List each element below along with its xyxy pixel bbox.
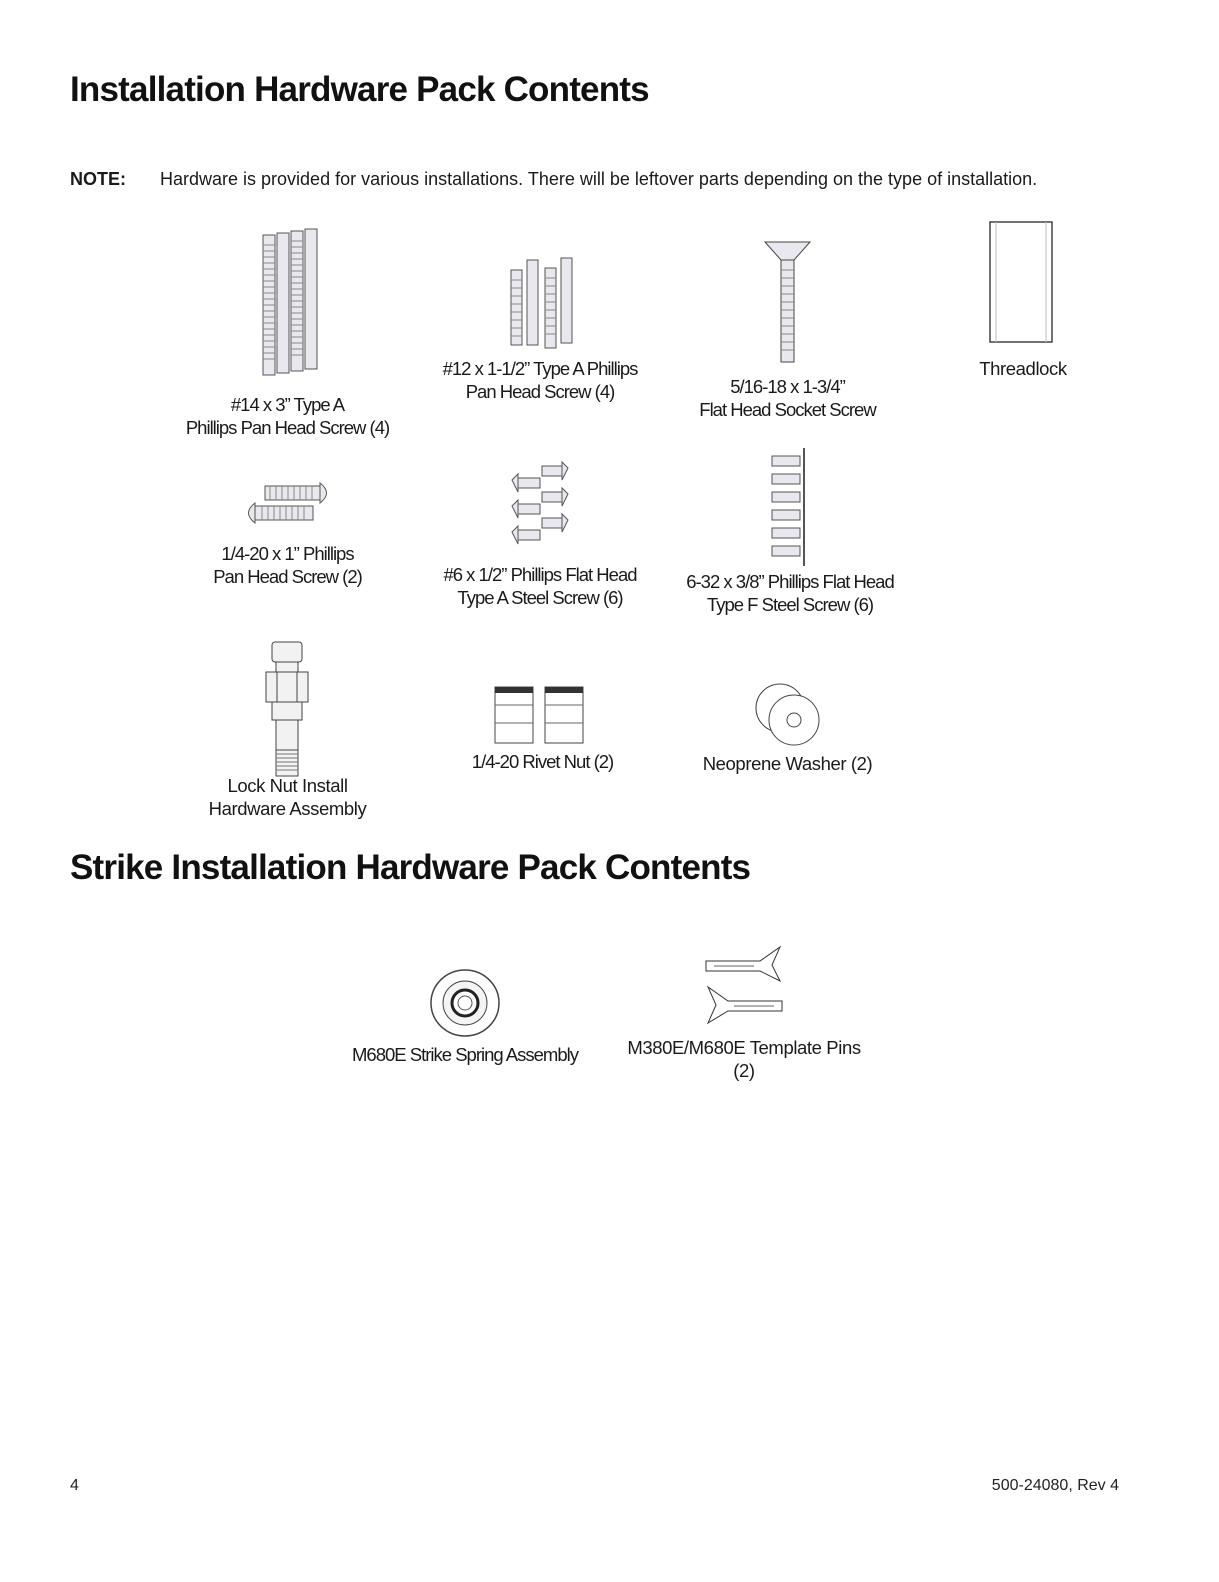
caption-lock-nut: Lock Nut Install Hardware Assembly	[208, 775, 367, 819]
caption-screw-14x3: #14 x 3” Type A Phillips Pan Head Screw (4)	[185, 394, 390, 438]
caption-rivet-nut: 1/4-20 Rivet Nut (2)	[471, 751, 614, 772]
caption-socket-screw: 5/16-18 x 1-3/4” Flat Head Socket Screw	[699, 376, 876, 420]
flat-head-machine-screw-icon	[768, 448, 808, 566]
strike-section-title: Strike Installation Hardware Pack Contents	[70, 848, 751, 887]
threadlock-tube-icon	[988, 220, 1054, 344]
note-label: NOTE:	[70, 169, 126, 189]
pan-head-machine-screw-icon	[240, 478, 335, 533]
caption-screw-1-4-20: 1/4-20 x 1” Phillips Pan Head Screw (2)	[213, 543, 362, 587]
caption-strike-spring: M680E Strike Spring Assembly	[352, 1044, 578, 1065]
strike-spring-icon	[428, 967, 502, 1039]
rivet-nut-icon	[493, 685, 585, 745]
caption-screw-6-32: 6-32 x 3/8” Phillips Flat Head Type F Steel Screw (6)	[686, 571, 894, 615]
caption-screw-6x1-2: #6 x 1/2” Phillips Flat Head Type A Steel Screw (6)	[443, 564, 637, 608]
washer-icon	[752, 680, 824, 748]
caption-threadlock: Threadlock	[979, 358, 1067, 379]
note	[70, 169, 126, 190]
caption-template-pins: M380E/M680E Template Pins (2)	[627, 1037, 861, 1081]
lock-nut-assembly-icon	[262, 640, 312, 780]
page-title: Installation Hardware Pack Contents	[70, 70, 649, 109]
document-id: 500-24080, Rev 4	[991, 1477, 1119, 1494]
flat-head-socket-screw-icon	[760, 240, 815, 365]
flat-head-screw-icon	[510, 462, 570, 557]
note-text: Hardware is provided for various installations. There will be leftover parts depending on the type of installation.	[160, 169, 1038, 189]
caption-washer: Neoprene Washer (2)	[702, 753, 873, 774]
template-pin-icon	[704, 945, 784, 1033]
pan-head-screw-icon	[505, 250, 580, 350]
caption-screw-12x1-5: #12 x 1-1/2” Type A Phillips Pan Head Screw (4)	[442, 358, 638, 402]
page-number: 4	[70, 1477, 79, 1494]
pan-head-screw-long-icon	[255, 225, 325, 385]
